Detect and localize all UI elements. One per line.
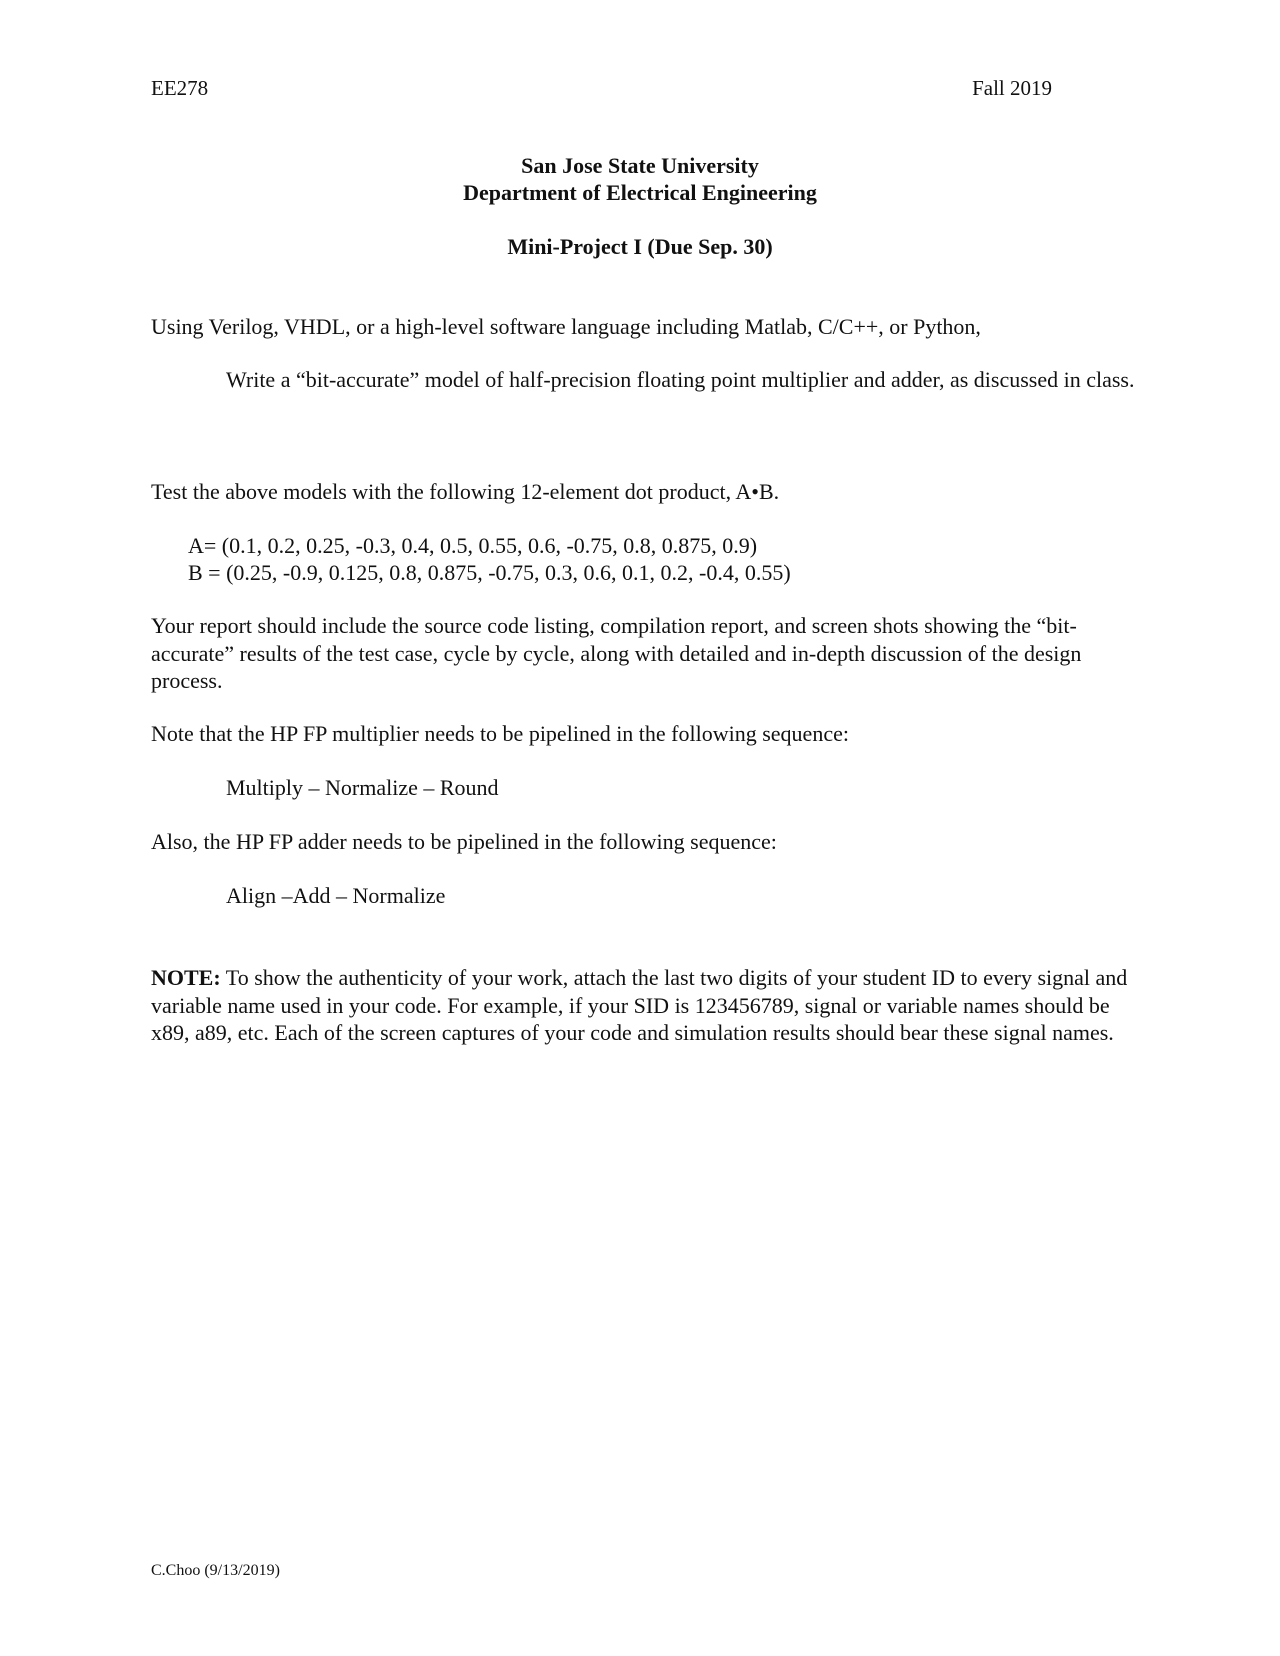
university-name: San Jose State University [521,153,759,178]
note-text: To show the authenticity of your work, attach the last two digits of your student ID to every signal and variable name used in your code. For example, if your SID is 123456789, signal or variable names should be x89, a89, etc. Each of the screen captures of your code and simulation results should bear these signal names. [151,965,1128,1045]
vector-b: B = (0.25, -0.9, 0.125, 0.8, 0.875, -0.75, 0.3, 0.6, 0.1, 0.2, -0.4, 0.55) [188,560,791,585]
footer-author-date: C.Choo (9/13/2019) [151,1562,280,1579]
note-label: NOTE: [151,965,221,990]
adder-sequence: Align –Add – Normalize [226,883,446,908]
term: Fall 2019 [972,76,1052,100]
adder-note: Also, the HP FP adder needs to be pipelined in the following sequence: [151,829,777,854]
authenticity-note [151,964,1141,1047]
vector-a: A= (0.1, 0.2, 0.25, -0.3, 0.4, 0.5, 0.55, 0.6, -0.75, 0.8, 0.875, 0.9) [188,533,758,558]
multiplier-note: Note that the HP FP multiplier needs to be pipelined in the following sequence: [151,721,849,746]
project-title: Mini-Project I (Due Sep. 30) [507,234,773,259]
task-paragraph: Write a “bit-accurate” model of half-precision floating point multiplier and adder, as discussed in class. [226,367,1135,392]
multiplier-sequence: Multiply – Normalize – Round [226,775,499,800]
intro-paragraph: Using Verilog, VHDL, or a high-level software language including Matlab, C/C++, or Python, [151,314,981,339]
report-paragraph: Your report should include the source code listing, compilation report, and screen shots showing the “bit-accurate” results of the test case, cycle by cycle, along with detailed and in-depth discussion of the design process. [151,613,1082,693]
test-paragraph: Test the above models with the following 12-element dot product, A•B. [151,479,780,504]
title-block [0,152,1280,206]
department-name: Department of Electrical Engineering [463,180,817,205]
course-code: EE278 [151,76,209,100]
